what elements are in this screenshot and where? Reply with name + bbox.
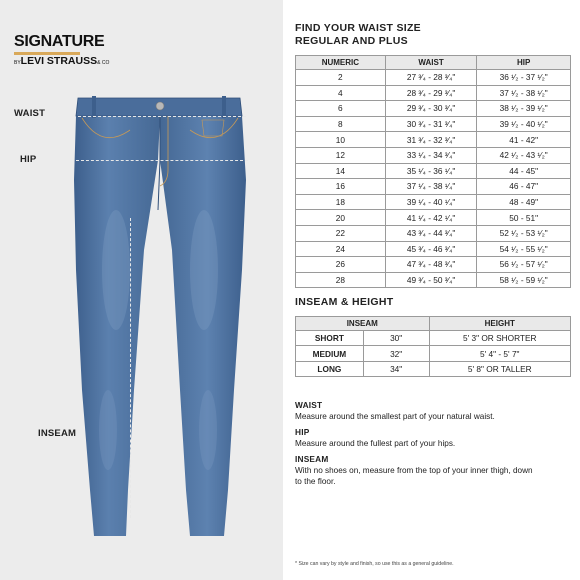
hip-range-cell: 46 - 47" bbox=[477, 179, 571, 195]
waist-range-cell: 28 ³⁄₄ - 29 ³⁄₄" bbox=[385, 85, 477, 101]
inseam-value-cell: 34" bbox=[363, 361, 429, 376]
numeric-size-cell: 20 bbox=[296, 210, 386, 226]
height-range-cell: 5' 8" OR TALLER bbox=[429, 361, 570, 376]
waist-range-cell: 41 ¹⁄₄ - 42 ¹⁄₄" bbox=[385, 210, 477, 226]
numeric-size-cell: 18 bbox=[296, 194, 386, 210]
definition-waist bbox=[295, 400, 575, 422]
table-row bbox=[296, 194, 571, 210]
table-row bbox=[296, 241, 571, 257]
table-row bbox=[296, 272, 571, 288]
hip-range-cell: 36 ¹⁄₂ - 37 ¹⁄₂" bbox=[477, 70, 571, 86]
inseam-height-table bbox=[295, 316, 571, 377]
waist-range-cell: 39 ¹⁄₄ - 40 ¹⁄₄" bbox=[385, 194, 477, 210]
hip-range-cell: 56 ¹⁄₂ - 57 ¹⁄₂" bbox=[477, 257, 571, 273]
waist-line bbox=[78, 116, 246, 117]
hip-range-cell: 48 - 49" bbox=[477, 194, 571, 210]
hip-range-cell: 44 - 45" bbox=[477, 163, 571, 179]
inseam-value-cell: 32" bbox=[363, 346, 429, 361]
table-row bbox=[296, 132, 571, 148]
waist-range-cell: 31 ³⁄₄ - 32 ³⁄₄" bbox=[385, 132, 477, 148]
definition-title: HIP bbox=[295, 427, 310, 437]
header-hip: HIP bbox=[477, 56, 571, 70]
table-row bbox=[296, 85, 571, 101]
numeric-size-cell: 2 bbox=[296, 70, 386, 86]
hip-range-cell: 52 ¹⁄₂ - 53 ¹⁄₂" bbox=[477, 225, 571, 241]
definition-text: Measure around the smallest part of your natural waist. bbox=[295, 412, 495, 421]
inseam-length-label-cell: LONG bbox=[296, 361, 364, 376]
jeans-illustration-panel bbox=[0, 0, 283, 580]
jeans-image bbox=[72, 90, 252, 570]
hip-range-cell: 42 ¹⁄₂ - 43 ¹⁄₂" bbox=[477, 147, 571, 163]
table-row bbox=[296, 210, 571, 226]
hip-range-cell: 41 - 42" bbox=[477, 132, 571, 148]
header-numeric: NUMERIC bbox=[296, 56, 386, 70]
brand-logo bbox=[14, 34, 134, 69]
numeric-size-cell: 24 bbox=[296, 241, 386, 257]
waist-range-cell: 30 ³⁄₄ - 31 ³⁄₄" bbox=[385, 116, 477, 132]
table-row bbox=[296, 101, 571, 117]
hip-label: HIP bbox=[20, 154, 37, 165]
definition-text: With no shoes on, measure from the top of your inner thigh, down to the floor. bbox=[295, 466, 533, 486]
waist-chart-title: FIND YOUR WAIST SIZE REGULAR AND PLUS bbox=[295, 22, 421, 47]
footnote: * Size can vary by style and finish, so use this as a general guideline. bbox=[295, 561, 454, 567]
hip-line bbox=[76, 160, 248, 161]
inseam-chart-title: INSEAM & HEIGHT bbox=[295, 296, 394, 308]
height-range-cell: 5' 3" OR SHORTER bbox=[429, 331, 570, 346]
table-row bbox=[296, 147, 571, 163]
table-row bbox=[296, 257, 571, 273]
table-row bbox=[296, 361, 571, 376]
hip-range-cell: 37 ¹⁄₂ - 38 ¹⁄₂" bbox=[477, 85, 571, 101]
waist-range-cell: 27 ³⁄₄ - 28 ³⁄₄" bbox=[385, 70, 477, 86]
header-height: HEIGHT bbox=[429, 317, 570, 331]
waist-range-cell: 29 ³⁄₄ - 30 ³⁄₄" bbox=[385, 101, 477, 117]
numeric-size-cell: 26 bbox=[296, 257, 386, 273]
waist-range-cell: 49 ³⁄₄ - 50 ³⁄₄" bbox=[385, 272, 477, 288]
numeric-size-cell: 28 bbox=[296, 272, 386, 288]
waist-range-cell: 45 ³⁄₄ - 46 ³⁄₄" bbox=[385, 241, 477, 257]
numeric-size-cell: 14 bbox=[296, 163, 386, 179]
waist-range-cell: 35 ¹⁄₄ - 36 ¹⁄₄" bbox=[385, 163, 477, 179]
numeric-size-cell: 12 bbox=[296, 147, 386, 163]
waist-label: WAIST bbox=[14, 108, 46, 119]
table-row bbox=[296, 179, 571, 195]
header-inseam: INSEAM bbox=[296, 317, 430, 331]
size-info-panel bbox=[283, 0, 580, 580]
definition-text: Measure around the fullest part of your hips. bbox=[295, 439, 456, 448]
numeric-size-cell: 6 bbox=[296, 101, 386, 117]
numeric-size-cell: 4 bbox=[296, 85, 386, 101]
waist-range-cell: 37 ¹⁄₄ - 38 ¹⁄₄" bbox=[385, 179, 477, 195]
hip-range-cell: 39 ¹⁄₂ - 40 ¹⁄₂" bbox=[477, 116, 571, 132]
table-row bbox=[296, 225, 571, 241]
height-range-cell: 5' 4" - 5' 7" bbox=[429, 346, 570, 361]
table-row bbox=[296, 116, 571, 132]
header-waist: WAIST bbox=[385, 56, 477, 70]
table-row bbox=[296, 346, 571, 361]
table-header-row bbox=[296, 56, 571, 70]
logo-sub: BYLEVI STRAUSS& CO bbox=[14, 55, 110, 67]
definition-title: WAIST bbox=[295, 400, 323, 410]
inseam-length-label-cell: SHORT bbox=[296, 331, 364, 346]
table-row bbox=[296, 331, 571, 346]
hip-range-cell: 50 - 51" bbox=[477, 210, 571, 226]
numeric-size-cell: 10 bbox=[296, 132, 386, 148]
numeric-size-cell: 8 bbox=[296, 116, 386, 132]
waist-size-table bbox=[295, 55, 571, 288]
table-row bbox=[296, 70, 571, 86]
table-row bbox=[296, 163, 571, 179]
waist-range-cell: 43 ³⁄₄ - 44 ³⁄₄" bbox=[385, 225, 477, 241]
numeric-size-cell: 22 bbox=[296, 225, 386, 241]
logo-brand: SIGNATURE bbox=[14, 33, 105, 50]
hip-range-cell: 38 ¹⁄₂ - 39 ¹⁄₂" bbox=[477, 101, 571, 117]
inseam-value-cell: 30" bbox=[363, 331, 429, 346]
waist-range-cell: 47 ³⁄₄ - 48 ³⁄₄" bbox=[385, 257, 477, 273]
hip-range-cell: 58 ¹⁄₂ - 59 ¹⁄₂" bbox=[477, 272, 571, 288]
table-header-row bbox=[296, 317, 571, 331]
inseam-line bbox=[130, 218, 131, 518]
inseam-length-label-cell: MEDIUM bbox=[296, 346, 364, 361]
hip-range-cell: 54 ¹⁄₂ - 55 ¹⁄₂" bbox=[477, 241, 571, 257]
inseam-label: INSEAM bbox=[38, 428, 77, 439]
definition-inseam bbox=[295, 454, 535, 487]
definition-title: INSEAM bbox=[295, 454, 329, 464]
numeric-size-cell: 16 bbox=[296, 179, 386, 195]
waist-range-cell: 33 ¹⁄₄ - 34 ³⁄₄" bbox=[385, 147, 477, 163]
definition-hip bbox=[295, 427, 575, 449]
